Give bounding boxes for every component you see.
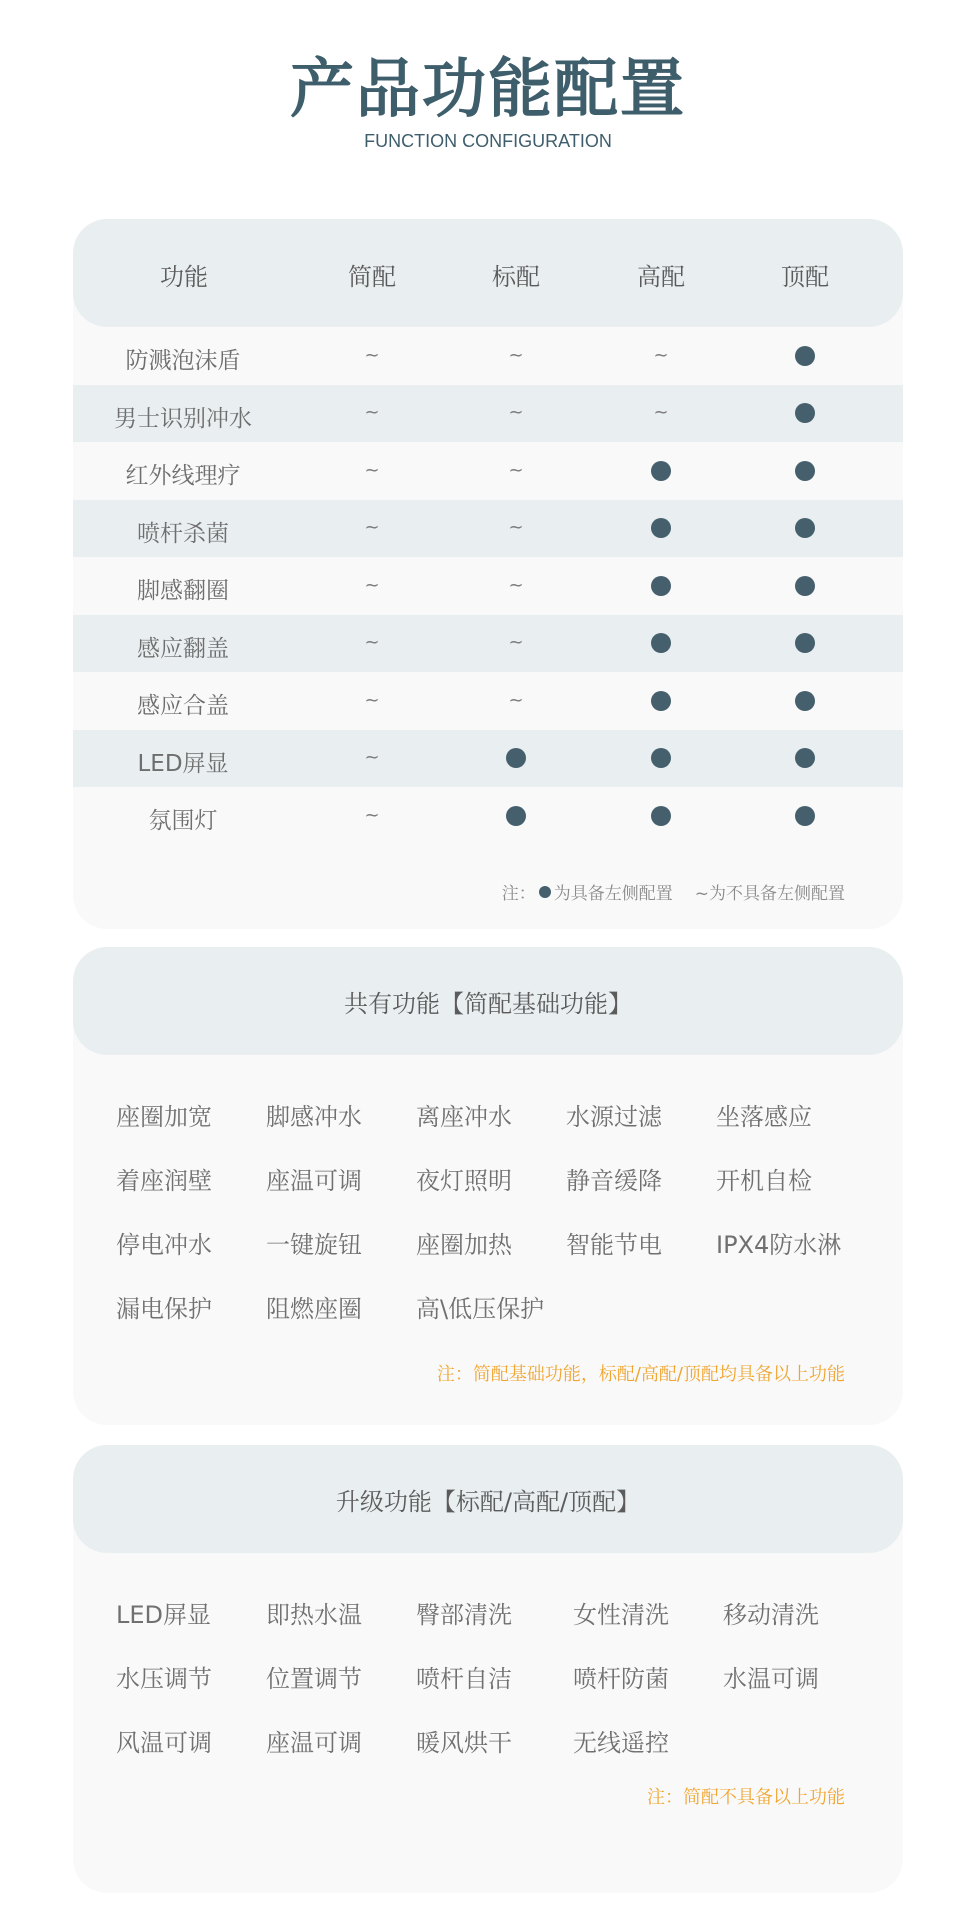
dot-icon	[795, 691, 815, 711]
upgrade-features-title: 升级功能【标配/高配/顶配】	[335, 1487, 641, 1516]
feature-unavailable-cell	[446, 672, 586, 729]
feature-item: 水源过滤	[566, 1103, 662, 1131]
feature-unavailable-cell	[446, 442, 586, 499]
feature-item: 座圈加热	[416, 1231, 512, 1259]
feature-unavailable-cell	[446, 327, 586, 384]
upgrade-features-note: 注：简配不具备以上功能	[647, 1787, 845, 1808]
column-header-feature: 功能	[160, 263, 208, 291]
table-row	[73, 327, 903, 384]
table-row	[73, 787, 903, 844]
column-header-basic: 简配	[348, 263, 396, 291]
tilde-mark: ~	[364, 747, 380, 768]
feature-item: 移动清洗	[723, 1601, 819, 1629]
feature-item: IPX4防水淋	[716, 1231, 842, 1259]
feature-item: 座圈加宽	[116, 1103, 212, 1131]
dot-icon	[795, 633, 815, 653]
feature-item: 一键旋钮	[266, 1231, 362, 1259]
feature-available-dot-icon	[446, 787, 586, 844]
legend-dot-icon	[539, 886, 551, 898]
dot-icon	[651, 518, 671, 538]
feature-item: 风温可调	[116, 1729, 212, 1757]
tilde-mark: ~	[364, 804, 380, 826]
legend-prefix: 注：	[501, 884, 536, 904]
feature-available-dot-icon	[591, 672, 731, 729]
feature-available-dot-icon	[446, 730, 586, 787]
dot-icon	[795, 576, 815, 596]
feature-available-dot-icon	[591, 442, 731, 499]
feature-available-dot-icon	[591, 787, 731, 844]
feature-item: 脚感冲水	[266, 1103, 362, 1131]
page-title: 产品功能配置	[290, 53, 686, 127]
feature-unavailable-cell	[302, 327, 442, 384]
feature-item: 静音缓降	[566, 1167, 662, 1195]
dot-icon	[795, 806, 815, 826]
feature-unavailable-cell	[591, 385, 731, 442]
feature-item: 暖风烘干	[416, 1729, 512, 1757]
tilde-mark: ~	[508, 459, 524, 481]
tilde-mark: ~	[508, 689, 524, 711]
feature-available-dot-icon	[735, 385, 875, 442]
feature-item: 夜灯照明	[416, 1167, 512, 1195]
table-row	[73, 385, 903, 442]
feature-item: 喷杆防菌	[573, 1665, 669, 1693]
feature-unavailable-cell	[302, 500, 442, 557]
tilde-mark: ~	[653, 402, 669, 423]
feature-item: 坐落感应	[716, 1103, 812, 1131]
tilde-mark: ~	[364, 574, 380, 596]
dot-icon	[651, 461, 671, 481]
feature-item: 停电冲水	[116, 1231, 212, 1259]
row-feature-label: 感应合盖	[137, 693, 229, 719]
common-features-note: 注：简配基础功能，标配/高配/顶配均具备以上功能	[436, 1364, 845, 1385]
feature-available-dot-icon	[591, 730, 731, 787]
row-feature-label: 感应翻盖	[137, 635, 229, 662]
tilde-mark: ~	[364, 689, 380, 711]
dot-icon	[651, 633, 671, 653]
tilde-mark: ~	[653, 344, 669, 366]
feature-unavailable-cell	[446, 557, 586, 614]
feature-unavailable-cell	[302, 787, 442, 844]
table-row	[73, 557, 903, 614]
comparison-table-card	[73, 219, 903, 929]
feature-available-dot-icon	[735, 787, 875, 844]
tilde-mark: ~	[364, 459, 380, 481]
tilde-mark: ~	[508, 344, 524, 366]
column-header-high: 高配	[637, 263, 685, 291]
feature-item: 水温可调	[723, 1665, 819, 1693]
tilde-mark: ~	[508, 574, 524, 596]
row-feature-label: 喷杆杀菌	[137, 520, 229, 547]
dot-icon	[795, 461, 815, 481]
row-feature-label: 男士识别冲水	[114, 405, 252, 432]
dot-icon	[651, 806, 671, 826]
feature-item: 座温可调	[266, 1167, 362, 1195]
feature-item: 无线遥控	[573, 1729, 669, 1757]
feature-unavailable-cell	[302, 385, 442, 442]
tilde-mark: ~	[508, 632, 524, 653]
dot-icon	[651, 576, 671, 596]
dot-icon	[506, 806, 526, 826]
row-feature-label: 红外线理疗	[125, 463, 241, 489]
feature-unavailable-cell	[302, 672, 442, 729]
column-header-top: 顶配	[781, 263, 829, 291]
feature-item: 女性清洗	[573, 1601, 669, 1629]
dot-icon	[506, 748, 526, 768]
feature-unavailable-cell	[446, 615, 586, 672]
legend-tilde-text: ~为不具备左侧配置	[694, 884, 845, 904]
dot-icon	[795, 748, 815, 768]
tilde-mark: ~	[364, 517, 380, 538]
table-row	[73, 500, 903, 557]
feature-item: 智能节电	[566, 1231, 662, 1259]
feature-available-dot-icon	[735, 327, 875, 384]
row-feature-label: 脚感翻圈	[137, 578, 229, 604]
common-features-card	[73, 947, 903, 1425]
feature-unavailable-cell	[302, 730, 442, 787]
feature-unavailable-cell	[591, 327, 731, 384]
row-feature-label: LED屏显	[137, 750, 229, 777]
dot-icon	[795, 403, 815, 423]
feature-item: 位置调节	[266, 1665, 362, 1693]
feature-item: 开机自检	[716, 1167, 812, 1195]
feature-item: 着座润壁	[116, 1167, 212, 1195]
dot-icon	[651, 691, 671, 711]
feature-unavailable-cell	[302, 615, 442, 672]
feature-unavailable-cell	[446, 385, 586, 442]
legend-dot-text: 为具备左侧配置	[553, 884, 673, 904]
feature-available-dot-icon	[735, 672, 875, 729]
feature-unavailable-cell	[446, 500, 586, 557]
column-header-standard: 标配	[492, 263, 540, 291]
feature-unavailable-cell	[302, 442, 442, 499]
page-subtitle: FUNCTION CONFIGURATION	[364, 131, 612, 151]
feature-item: 臀部清洗	[416, 1601, 512, 1629]
feature-item: 高\低压保护	[416, 1295, 545, 1323]
dot-icon	[795, 518, 815, 538]
table-row	[73, 442, 903, 499]
feature-available-dot-icon	[591, 557, 731, 614]
table-legend	[502, 879, 845, 904]
feature-unavailable-cell	[302, 557, 442, 614]
feature-item: 阻燃座圈	[266, 1295, 362, 1323]
tilde-mark: ~	[364, 344, 380, 366]
feature-available-dot-icon	[591, 500, 731, 557]
table-row	[73, 730, 903, 787]
dot-icon	[795, 346, 815, 366]
feature-item: LED屏显	[116, 1601, 212, 1629]
upgrade-features-card	[73, 1445, 903, 1893]
tilde-mark: ~	[364, 632, 380, 653]
feature-available-dot-icon	[735, 730, 875, 787]
row-feature-label: 氛围灯	[148, 808, 218, 834]
feature-available-dot-icon	[735, 557, 875, 614]
table-row	[73, 672, 903, 729]
feature-available-dot-icon	[735, 442, 875, 499]
feature-item: 离座冲水	[416, 1103, 512, 1131]
common-features-title: 共有功能【简配基础功能】	[344, 989, 632, 1018]
feature-available-dot-icon	[735, 615, 875, 672]
feature-item: 即热水温	[266, 1601, 362, 1629]
tilde-mark: ~	[508, 402, 524, 423]
dot-icon	[651, 748, 671, 768]
feature-available-dot-icon	[591, 615, 731, 672]
tilde-mark: ~	[508, 517, 524, 538]
feature-item: 喷杆自洁	[416, 1665, 512, 1693]
tilde-mark: ~	[364, 402, 380, 423]
table-row	[73, 615, 903, 672]
feature-item: 水压调节	[116, 1665, 212, 1693]
feature-available-dot-icon	[735, 500, 875, 557]
row-feature-label: 防溅泡沫盾	[125, 348, 241, 374]
feature-item: 座温可调	[266, 1729, 362, 1757]
feature-item: 漏电保护	[116, 1295, 212, 1323]
